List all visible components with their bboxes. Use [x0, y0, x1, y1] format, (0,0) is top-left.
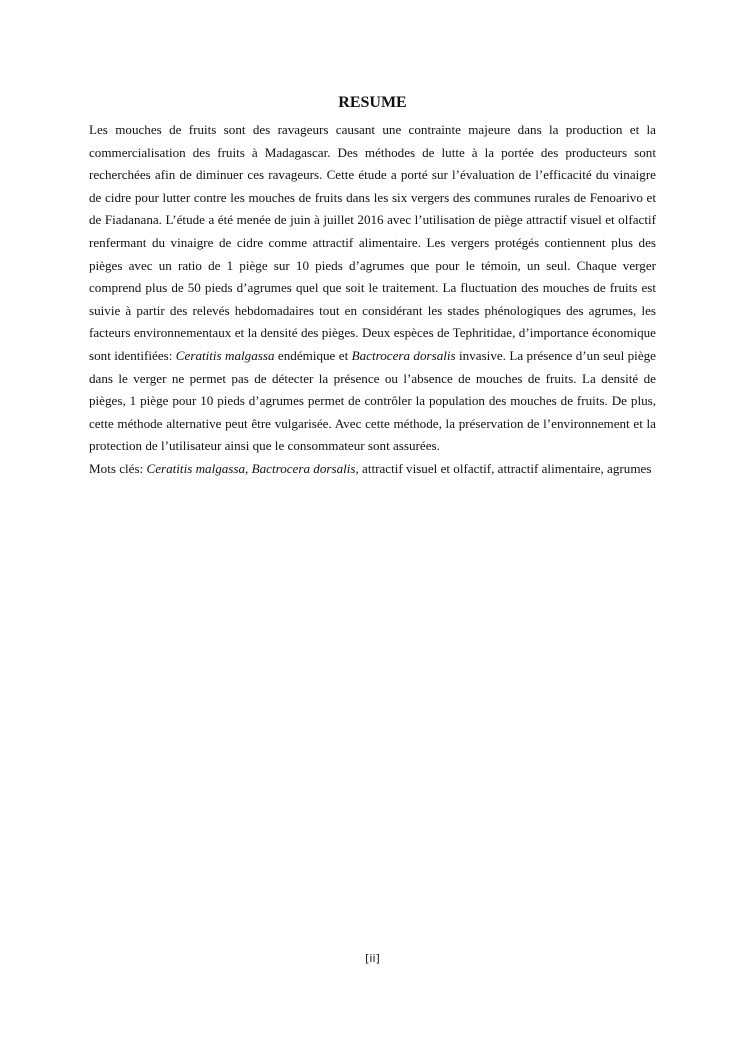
page-number: [ii]	[365, 952, 380, 965]
page-title: RESUME	[338, 94, 407, 111]
abstract-paragraph	[89, 119, 656, 458]
species-name-bactrocera: Bactrocera dorsalis	[351, 347, 456, 363]
keywords-rest: attractif visuel et olfactif, attractif alimentaire, agrumes	[358, 460, 652, 476]
abstract-text-part2: endémique et	[274, 347, 352, 363]
keywords-italic-terms: Ceratitis malgassa, Bactrocera dorsalis,	[146, 460, 359, 476]
keywords-paragraph	[89, 458, 656, 481]
abstract-text-part1: Les mouches de fruits sont des ravageurs causant une contrainte majeure dans la production et la commercialisation des fruits à Madagascar. Des méthodes de lutte à la portée des producteurs sont recherchées afin de diminuer ces ravageurs. Cette étude a porté sur l’évaluation de l’efficacité du vinaigre de cidre pour lutter contre les mouches de fruits dans les six vergers des communes rurales de Fenoarivo et de Fiadanana. L’étude a été menée de juin à juillet 2016 avec l’utilisation de piège attractif visuel et olfactif renfermant du vinaigre de cidre comme attractif alimentaire. Les vergers protégés contiennent plus des pièges avec un ratio de 1 piège sur 10 pieds d’agrumes que pour le témoin, un seul. Chaque verger comprend plus de 50 pieds d’agrumes quel que soit le traitement. La fluctuation des mouches de fruits est suivie à partir des relevés hebdomadaires tout en considérant les stades phénologiques des agrumes, les facteurs environnementaux et la densité des pièges. Deux espèces de Tephritidae, d’importance économique sont identifiées:	[89, 122, 656, 363]
abstract-block	[89, 119, 656, 481]
keywords-label: Mots clés:	[89, 460, 147, 476]
abstract-text-part3: invasive. La présence d’un seul piège dans le verger ne permet pas de détecter la présence ou l’absence de mouches de fruits. La densité de pièges, 1 piège pour 10 pieds d’agrumes permet de contrôler la population des mouches de fruits. De plus, cette méthode alternative peut être vulgarisée. Avec cette méthode, la préservation de l’environnement et la protection de l’utilisateur ainsi que le consommateur sont assurées.	[89, 347, 656, 454]
species-name-ceratitis: Ceratitis malgassa	[175, 347, 275, 363]
